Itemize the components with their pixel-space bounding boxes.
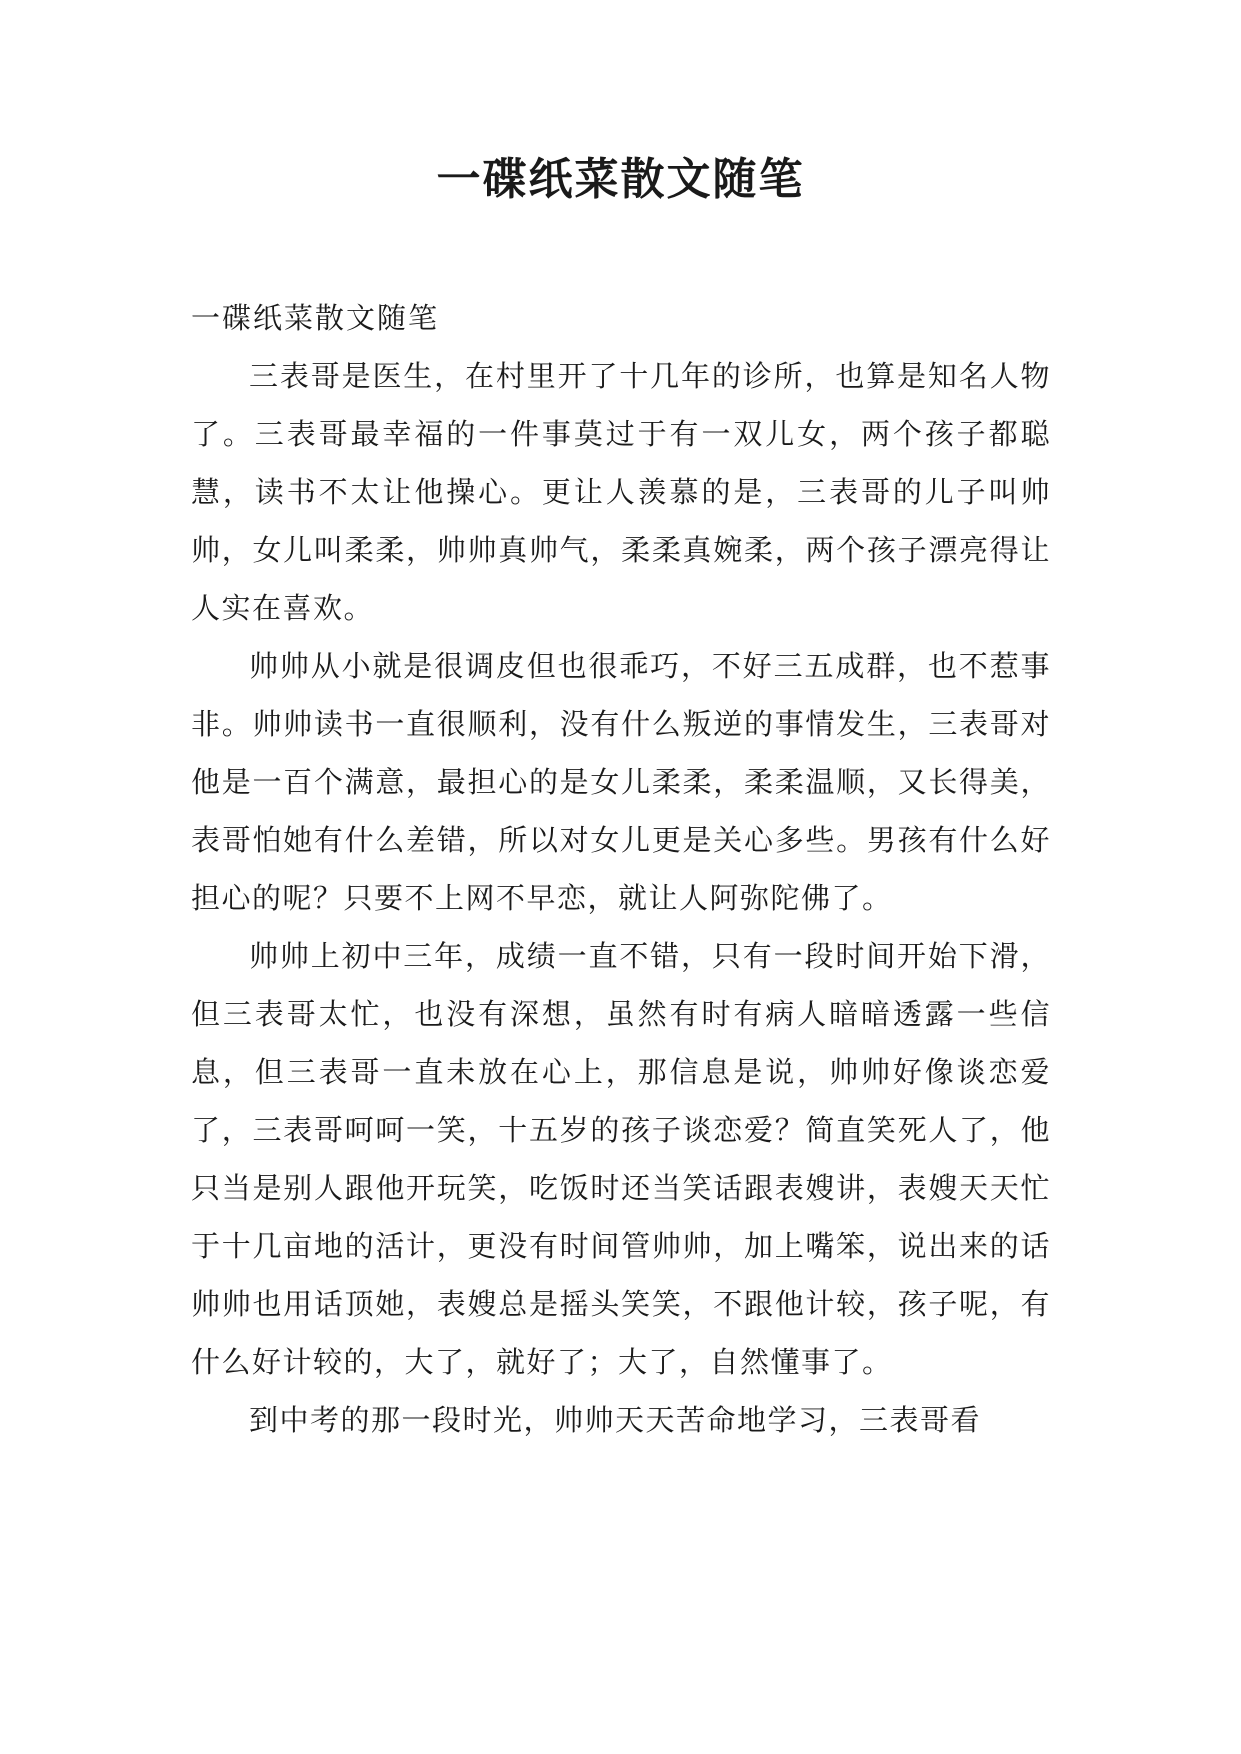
paragraph: 到中考的那一段时光，帅帅天天苦命地学习，三表哥看 (249, 1403, 982, 1437)
paragraph: 帅帅从小就是很调皮但也很乖巧，不好三五成群，也不惹事非。帅帅读书一直很顺利，没有什么叛逆的事情发生，三表哥对他是一百个满意，最担心的是女儿柔柔，柔柔温顺，又长得美，表哥怕她有什么差错，所以对女儿更是关心多些。男孩有什么好担心的呢？只要不上网不早恋，就让人阿弥陀佛了。 (191, 649, 1051, 915)
document-body (191, 289, 1051, 1449)
paragraph: 帅帅上初中三年，成绩一直不错，只有一段时间开始下滑，但三表哥太忙，也没有深想，虽然有时有病人暗暗透露一些信息，但三表哥一直未放在心上，那信息是说，帅帅好像谈恋爱了，三表哥呵呵一笑，十五岁的孩子谈恋爱？简直笑死人了，他只当是别人跟他开玩笑，吃饭时还当笑话跟表嫂讲，表嫂天天忙于十几亩地的活计，更没有时间管帅帅，加上嘴笨，说出来的话帅帅也用话顶她，表嫂总是摇头笑笑，不跟他计较，孩子呢，有什么好计较的，大了，就好了；大了，自然懂事了。 (191, 939, 1051, 1379)
paragraph: 三表哥是医生，在村里开了十几年的诊所，也算是知名人物了。三表哥最幸福的一件事莫过于有一双儿女，两个孩子都聪慧，读书不太让他操心。更让人羡慕的是，三表哥的儿子叫帅帅，女儿叫柔柔，帅帅真帅气，柔柔真婉柔，两个孩子漂亮得让人实在喜欢。 (191, 359, 1051, 625)
document-title: 一碟纸菜散文随笔 (436, 154, 805, 205)
document-subtitle: 一碟纸菜散文随笔 (191, 301, 440, 335)
